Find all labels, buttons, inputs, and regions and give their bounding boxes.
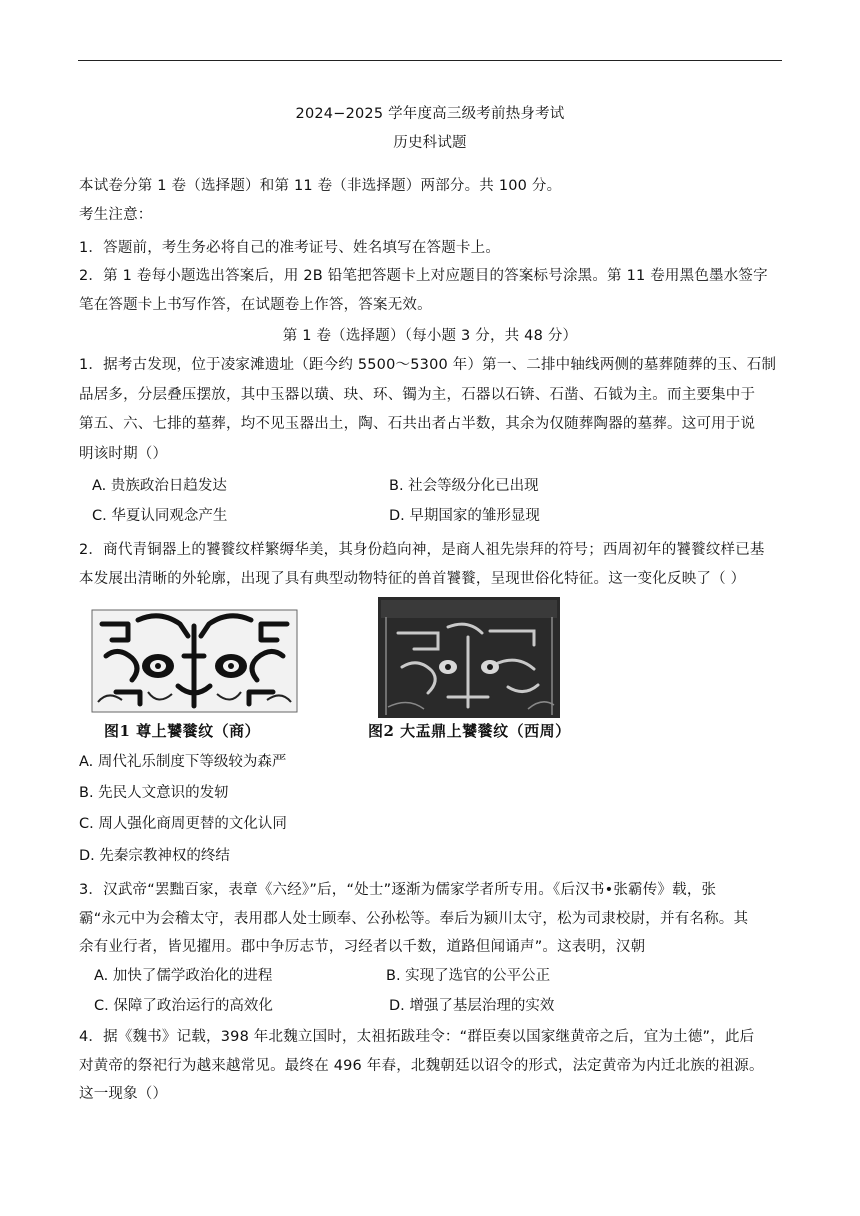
q1-stem-line4: 明该时期（） xyxy=(79,446,168,462)
exam-title: 2024−2025 学年度高三级考前热身考试 xyxy=(295,106,565,122)
q3-option-d: D. 增强了基层治理的实效 xyxy=(389,998,555,1014)
q1-stem-line1: 1．据考古发现，位于凌家滩遗址（距今约 5500～5300 年）第一、二排中轴线两侧的墓葬随葬的玉、石制 xyxy=(79,357,777,373)
q1-stem-line2: 品居多，分层叠压摆放，其中玉器以璜、玦、环、镯为主，石器以石锛、石凿、石钺为主。而主要集中于 xyxy=(79,387,756,403)
q2-option-c: C. 周人强化商周更替的文化认同 xyxy=(79,816,287,832)
q3-option-a: A. 加快了儒学政治化的进程 xyxy=(94,968,273,984)
exam-subject: 历史科试题 xyxy=(393,135,467,151)
taotie-shang-illustration xyxy=(88,606,301,716)
q1-option-b: B. 社会等级分化已出现 xyxy=(389,478,539,494)
q2-option-b: B. 先民人文意识的发轫 xyxy=(79,785,229,801)
taotie-western-zhou-illustration xyxy=(378,597,560,718)
q4-stem-line3: 这一现象（） xyxy=(79,1086,168,1102)
q1-option-d: D. 早期国家的雏形显现 xyxy=(389,508,540,524)
intro-summary: 本试卷分第 1 卷（选择题）和第 11 卷（非选择题）两部分。共 100 分。 xyxy=(79,178,562,194)
q3-option-b: B. 实现了选官的公平公正 xyxy=(386,968,551,984)
q4-stem-line2: 对黄帝的祭祀行为越来越常见。最终在 496 年春，北魏朝廷以诏令的形式，法定黄帝为内迁北族的祖源。 xyxy=(79,1058,764,1074)
q2-option-a: A. 周代礼乐制度下等级较为森严 xyxy=(79,754,287,770)
section-title: 第 1 卷（选择题）（每小题 3 分，共 48 分） xyxy=(282,328,578,344)
q1-option-a: A. 贵族政治日趋发达 xyxy=(92,478,227,494)
notice-item-2-line1: 2．第 1 卷每小题选出答案后，用 2B 铅笔把答题卡上对应题目的答案标号涂黑。第 11 卷用黑色墨水签字 xyxy=(79,268,768,284)
header-rule xyxy=(78,60,782,61)
notice-item-2-line2: 笔在答题卡上书写作答，在试题卷上作答，答案无效。 xyxy=(79,297,432,313)
q4-stem-line1: 4．据《魏书》记载，398 年北魏立国时，太祖拓跋珪令：“群臣奏以国家继黄帝之后，宜为土德”，此后 xyxy=(79,1029,755,1045)
q1-option-c: C. 华夏认同观念产生 xyxy=(92,508,228,524)
q2-stem-line1: 2．商代青铜器上的饕餮纹样繁缛华美，其身份趋向神，是商人祖先崇拜的符号；西周初年的饕餮纹样已基 xyxy=(79,542,765,558)
q3-stem-line1: 3．汉武帝“罢黜百家，表章《六经》”后，“处士”逐渐为儒家学者所专用。《后汉书•张霸传》载，张 xyxy=(79,882,717,898)
notice-label: 考生注意： xyxy=(79,207,153,223)
q3-option-c: C. 保障了政治运行的高效化 xyxy=(94,998,273,1014)
q2-stem-line2: 本发展出清晰的外轮廓，出现了具有典型动物特征的兽首饕餮，呈现世俗化特征。这一变化反映了（ ） xyxy=(79,571,746,587)
figure-2-image xyxy=(378,597,560,718)
q3-stem-line2: 霸“永元中为会稽太守，表用郡人处士顾奉、公孙松等。奉后为颍川太守，松为司隶校尉，并有名称。其 xyxy=(79,911,749,927)
figure-2-caption: 图2 大盂鼎上饕餮纹（西周） xyxy=(368,722,571,740)
q2-option-d: D. 先秦宗教神权的终结 xyxy=(79,848,230,864)
notice-item-1: 1．答题前，考生务必将自己的准考证号、姓名填写在答题卡上。 xyxy=(79,240,501,256)
figure-1-caption: 图1 尊上饕餮纹（商） xyxy=(104,722,261,740)
figure-1-image xyxy=(88,606,301,716)
q1-stem-line3: 第五、六、七排的墓葬，均不见玉器出土，陶、石共出者占半数，其余为仅随葬陶器的墓葬。这可用于说 xyxy=(79,416,756,432)
q3-stem-line3: 余有业行者，皆见擢用。郡中争厉志节，习经者以千数，道路但闻诵声”。这表明，汉朝 xyxy=(79,939,646,955)
